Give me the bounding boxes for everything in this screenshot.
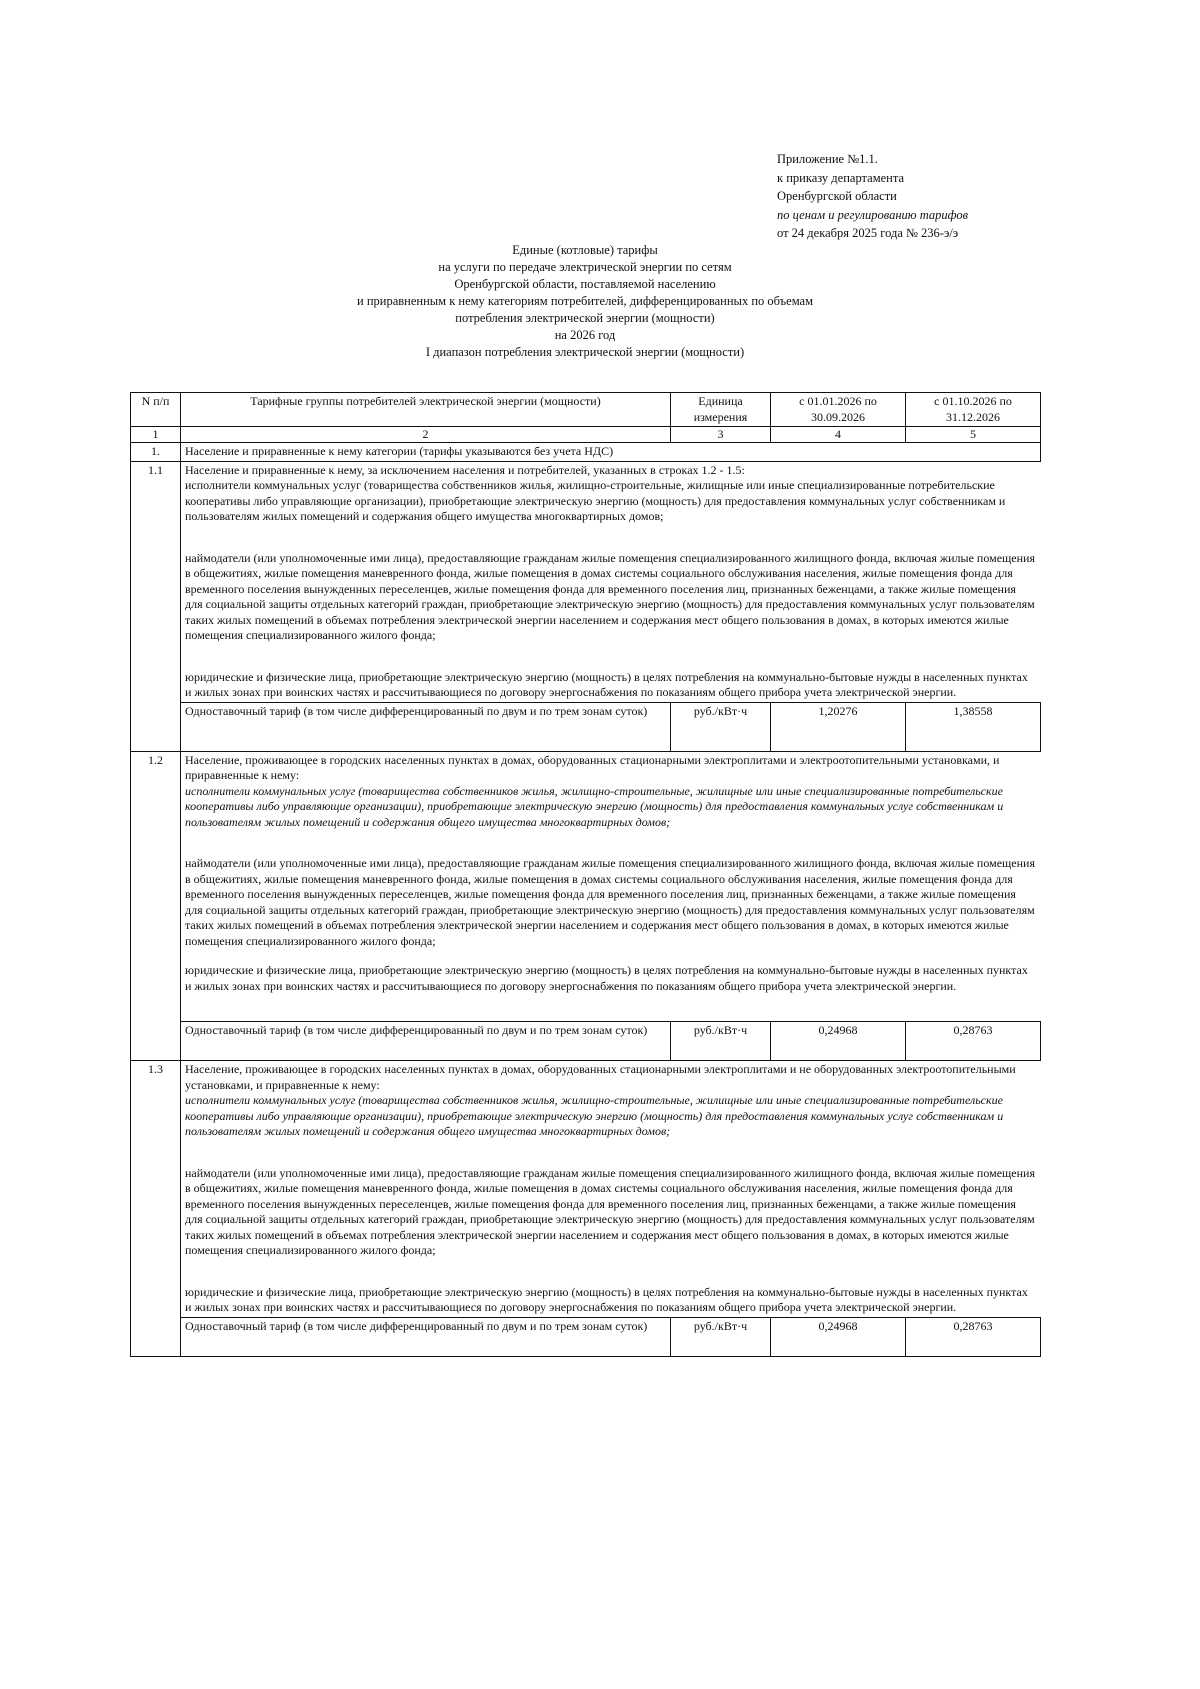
tariff-value-period-1: 1,20276 <box>771 702 906 751</box>
row-number: 1.3 <box>131 1061 181 1357</box>
list-item: наймодатели (или уполномоченные ими лица), предоставляющие гражданам жилые помещения специализированного жилищного фонда, включая жилые помещения в общежитиях, жилые помещения маневренного фонда, жилые помещения в домах системы социального обслуживания населения, жилые помещения фонда для временного поселения вынужденных переселенцев, жилые помещения фонда для временного поселения лиц, признанных беженцами, а также жилые помещения для социальной защиты отдельных категорий граждан, приобретающие электрическую энергию (мощность) для предоставления коммунальных услуг пользователям таких жилых помещений в объемах потребления электрической энергии населением и содержания мест общего пользования в домах, в которых имеются жилые помещения специализированного жилого фонда; <box>185 550 1035 642</box>
tariff-value-period-1: 0,24968 <box>771 1317 906 1356</box>
header-unit: Единица измерения <box>671 393 771 427</box>
row-intro: Население, проживающее в городских населенных пунктах в домах, оборудованных стационарными электроплитами и не оборудованных электроотопительными установками, и приравненные к нему: <box>185 1062 1016 1092</box>
column-number: 2 <box>181 427 671 443</box>
row-intro: Население и приравненные к нему, за исключением населения и потребителей, указанных в строках 1.2 - 1.5: <box>185 462 745 477</box>
title-line: Единые (котловые) тарифы <box>512 243 658 257</box>
row-number: 1.2 <box>131 751 181 1061</box>
appendix-line: Оренбургской области <box>777 189 897 203</box>
title-line: на услуги по передаче электрической энергии по сетям <box>438 260 732 274</box>
tariff-label: Одноставочный тариф (в том числе дифференцированный по двум и по трем зонам суток) <box>181 1317 671 1356</box>
tariff-row <box>131 702 1041 751</box>
tariff-unit: руб./кВт·ч <box>671 1317 771 1356</box>
tariff-value-period-1: 0,24968 <box>771 1022 906 1061</box>
row-number: 1.1 <box>131 461 181 751</box>
appendix-line: к приказу департамента <box>777 170 905 185</box>
title-line: потребления электрической энергии (мощности) <box>455 311 715 325</box>
row-intro: Население, проживающее в городских населенных пунктах в домах, оборудованных стационарными электроплитами и электроотопительными установками, и приравненные к нему: <box>185 752 1000 782</box>
appendix-line: от 24 декабря 2025 года № 236-э/э <box>777 226 959 240</box>
title-line: I диапазон потребления электрической энергии (мощности) <box>425 345 745 359</box>
row-description <box>181 751 1041 1022</box>
header-period-1: с 01.01.2026 по 30.09.2026 <box>771 393 906 427</box>
list-item: наймодатели (или уполномоченные ими лица), предоставляющие гражданам жилые помещения специализированного жилищного фонда, включая жилые помещения в общежитиях, жилые помещения маневренного фонда, жилые помещения в домах системы социального обслуживания населения, жилые помещения фонда для временного поселения вынужденных переселенцев, жилые помещения фонда для временного поселения лиц, признанных беженцами, а также жилые помещения для социальной защиты отдельных категорий граждан, приобретающие электрическую энергию (мощность) для предоставления коммунальных услуг пользователям таких жилых помещений в объемах потребления электрической энергии населением и содержания мест общего пользования в домах, в которых имеются жилые помещения специализированного жилого фонда; <box>185 1165 1035 1257</box>
table-row <box>131 461 1041 702</box>
tariff-unit: руб./кВт·ч <box>671 702 771 751</box>
tariff-unit: руб./кВт·ч <box>671 1022 771 1061</box>
tariff-label: Одноставочный тариф (в том числе дифференцированный по двум и по трем зонам суток) <box>181 702 671 751</box>
column-number: 1 <box>131 427 181 443</box>
section-title: Население и приравненные к нему категории (тарифы указываются без учета НДС) <box>181 443 1041 462</box>
table-row <box>131 1061 1041 1318</box>
list-item: исполнители коммунальных услуг (товарищества собственников жилья, жилищно-строительные, жилищные или иные специализированные потребительские кооперативы либо управляющие организации), приобретающие электрическую энергию (мощность) для предоставления коммунальных услуг собственникам и пользователям жилых помещений и содержания общего имущества многоквартирных домов; <box>185 478 1006 523</box>
tariff-label: Одноставочный тариф (в том числе дифференцированный по двум и по трем зонам суток) <box>181 1022 671 1061</box>
section-number: 1. <box>131 443 181 462</box>
column-number: 5 <box>906 427 1041 443</box>
row-description <box>181 461 1041 702</box>
table-header-row <box>131 393 1041 427</box>
appendix-note <box>777 150 968 243</box>
column-number: 3 <box>671 427 771 443</box>
column-number: 4 <box>771 427 906 443</box>
document-title <box>170 242 1000 361</box>
column-numbers-row <box>131 427 1041 443</box>
title-line: Оренбургской области, поставляемой населению <box>454 277 716 291</box>
appendix-line: Приложение №1.1. <box>777 152 878 166</box>
header-group: Тарифные группы потребителей электрической энергии (мощности) <box>181 393 671 427</box>
list-item: юридические и физические лица, приобретающие электрическую энергию (мощность) в целях потребления на коммунально-бытовые нужды в населенных пунктах и жилых зонах при воинских частях и рассчитывающиеся по договору энергоснабжения по показаниям общего прибора учета электрической энергии. <box>185 963 1028 993</box>
tariff-value-period-2: 0,28763 <box>906 1022 1041 1061</box>
row-description <box>181 1061 1041 1318</box>
tariff-value-period-2: 1,38558 <box>906 702 1041 751</box>
title-line: и приравненным к нему категориям потребителей, дифференцированных по объемам <box>357 294 813 308</box>
tariff-row <box>131 1317 1041 1356</box>
list-item: исполнители коммунальных услуг (товарищества собственников жилья, жилищно-строительные, жилищные или иные специализированные потребительские кооперативы либо управляющие организации), приобретающие электрическую энергию (мощность) для предоставления коммунальных услуг собственникам и пользователям жилых помещений и содержания общего имущества многоквартирных домов; <box>185 1093 1004 1138</box>
list-item: наймодатели (или уполномоченные ими лица), предоставляющие гражданам жилые помещения специализированного жилищного фонда, включая жилые помещения в общежитиях, жилые помещения маневренного фонда, жилые помещения в домах системы социального обслуживания населения, жилые помещения фонда для временного поселения вынужденных переселенцев, жилые помещения фонда для временного поселения лиц, признанных беженцами, а также жилые помещения для социальной защиты отдельных категорий граждан, приобретающие электрическую энергию (мощность) для предоставления коммунальных услуг пользователям таких жилых помещений в объемах потребления электрической энергии населением и содержания мест общего пользования в домах, в которых имеются жилые помещения специализированного жилого фонда; <box>185 856 1035 948</box>
table-row <box>131 751 1041 1022</box>
appendix-line: по ценам и регулированию тарифов <box>777 207 969 222</box>
list-item: юридические и физические лица, приобретающие электрическую энергию (мощность) в целях потребления на коммунально-бытовые нужды в населенных пунктах и жилых зонах при воинских частях и рассчитывающиеся по договору энергоснабжения по показаниям общего прибора учета электрической энергии. <box>185 1284 1028 1314</box>
tariff-row <box>131 1022 1041 1061</box>
section-row <box>131 443 1041 462</box>
header-period-2: с 01.10.2026 по 31.12.2026 <box>906 393 1041 427</box>
list-item: исполнители коммунальных услуг (товарищества собственников жилья, жилищно-строительные, жилищные или иные специализированные потребительские кооперативы либо управляющие организации), приобретающие электрическую энергию (мощность) для предоставления коммунальных услуг собственникам и пользователям жилых помещений и содержания общего имущества многоквартирных домов; <box>185 783 1004 829</box>
list-item: юридические и физические лица, приобретающие электрическую энергию (мощность) в целях потребления на коммунально-бытовые нужды в населенных пунктах и жилых зонах при воинских частях и рассчитывающиеся по договору энергоснабжения по показаниям общего прибора учета электрической энергии. <box>185 669 1028 699</box>
header-num: N п/п <box>131 393 181 427</box>
tariff-table <box>130 392 1041 1357</box>
tariff-value-period-2: 0,28763 <box>906 1317 1041 1356</box>
title-line: на 2026 год <box>554 328 616 342</box>
